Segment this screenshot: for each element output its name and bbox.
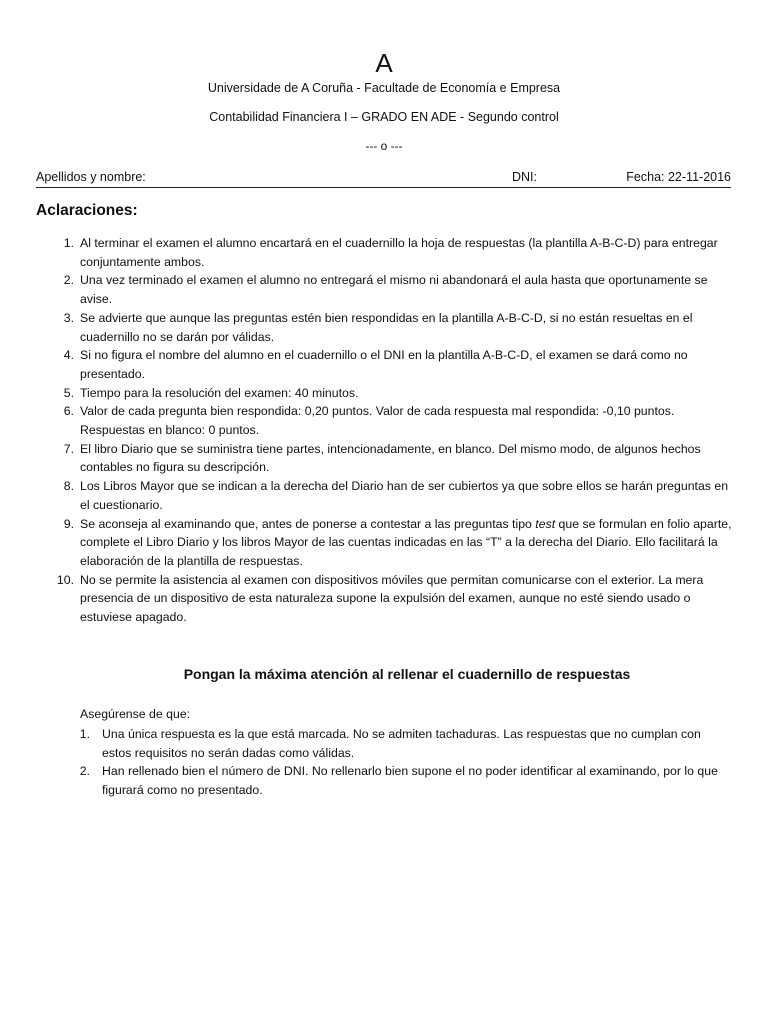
item-text: Una vez terminado el examen el alumno no entregará el mismo ni abandonará el aula hasta que oportunamente se avise. bbox=[80, 273, 708, 307]
item-text: Al terminar el examen el alumno encartará en el cuadernillo la hoja de respuestas (la plantilla A-B-C-D) para entregar conjuntamente ambos. bbox=[80, 236, 718, 269]
list-item bbox=[60, 725, 732, 762]
list-item bbox=[36, 571, 736, 627]
course-line: Contabilidad Financiera I – GRADO EN ADE - Segundo control bbox=[209, 110, 559, 124]
item-text: Valor de cada pregunta bien respondida: 0,20 puntos. Valor de cada respuesta mal respondida: -0,10 puntos. Respuestas en blanco: 0 puntos. bbox=[80, 404, 675, 438]
item-text: Se advierte que aunque las preguntas estén bien respondidas en la plantilla A-B-C-D, si no están resueltas en el cuadernillo no se darán por válidas. bbox=[80, 310, 693, 344]
item-text: Tiempo para la resolución del examen: 40 minutos. bbox=[80, 385, 359, 400]
attention-heading: Pongan la máxima atención al rellenar el cuadernillo de respuestas bbox=[183, 666, 631, 682]
name-label: Apellidos y nombre: bbox=[36, 170, 146, 184]
item-text: Si no figura el nombre del alumno en el cuadernillo o el DNI en la plantilla A-B-C-D, el examen se dará como no presentado. bbox=[80, 348, 688, 381]
item-text-after: que se formulan en folio aparte, complete el Libro Diario y los libros Mayor de las cuentas indicadas en las “T” a la derecha del Diario. Ello facilitará la elaboración de la plantilla de respuestas. bbox=[80, 516, 732, 568]
item-number: 5. bbox=[63, 385, 74, 400]
item-number: 1. bbox=[79, 727, 90, 741]
list-item bbox=[36, 440, 736, 477]
item-text-before: Se aconseja al examinando que, antes de ponerse a contestar a las preguntas tipo bbox=[80, 516, 536, 531]
separator-line: --- o --- bbox=[365, 139, 403, 153]
item-number: 9. bbox=[63, 516, 74, 531]
list-item bbox=[36, 309, 736, 346]
ensure-list bbox=[60, 725, 732, 800]
aclaraciones-list bbox=[36, 234, 736, 627]
list-item bbox=[36, 515, 736, 571]
ensure-intro: Asegúrense de que: bbox=[80, 707, 191, 721]
item-text: Una única respuesta es la que está marcada. No se admiten tachaduras. Las respuestas que no cumplan con estos requisitos no serán dadas como válidas. bbox=[102, 727, 701, 760]
date-label: Fecha: 22-11-2016 bbox=[626, 170, 731, 184]
list-item bbox=[36, 477, 736, 514]
item-text-italic: test bbox=[535, 516, 556, 531]
list-item bbox=[36, 234, 736, 271]
list-item bbox=[36, 346, 736, 383]
dni-label: DNI: bbox=[512, 170, 537, 184]
list-item bbox=[36, 402, 736, 439]
exam-version-letter: A bbox=[375, 48, 393, 78]
item-number: 3. bbox=[63, 310, 74, 325]
item-number: 7. bbox=[63, 441, 74, 456]
aclaraciones-heading: Aclaraciones: bbox=[36, 202, 138, 219]
item-number: 2. bbox=[63, 273, 74, 288]
item-text: Han rellenado bien el número de DNI. No rellenarlo bien supone el no poder identificar al examinando, por lo que figurará como no presentado. bbox=[102, 764, 718, 798]
list-item bbox=[36, 384, 736, 403]
item-text: El libro Diario que se suministra tiene partes, intencionadamente, en blanco. Del mismo modo, de algunos hechos contables no figura su descripción. bbox=[80, 441, 701, 475]
list-item bbox=[60, 762, 732, 799]
item-number: 4. bbox=[63, 348, 74, 363]
university-line: Universidade de A Coruña - Facultade de Economía e Empresa bbox=[207, 81, 561, 95]
item-text: No se permite la asistencia al examen con dispositivos móviles que permitan comunicarse con el exterior. La mera presencia de un dispositivo de esta naturaleza supone la expulsión del examen, aunque no esté siendo usado o estuviese apagado. bbox=[80, 572, 704, 625]
student-info-row bbox=[36, 169, 731, 188]
item-text: Los Libros Mayor que se indican a la derecha del Diario han de ser cubiertos ya que sobre ellos se harán preguntas en el cuestionario. bbox=[80, 479, 729, 512]
list-item bbox=[36, 271, 736, 308]
item-number: 1. bbox=[63, 236, 74, 250]
item-number: 6. bbox=[63, 404, 74, 419]
item-number: 8. bbox=[63, 479, 74, 494]
item-number: 10. bbox=[56, 572, 74, 587]
item-number: 2. bbox=[79, 764, 90, 779]
